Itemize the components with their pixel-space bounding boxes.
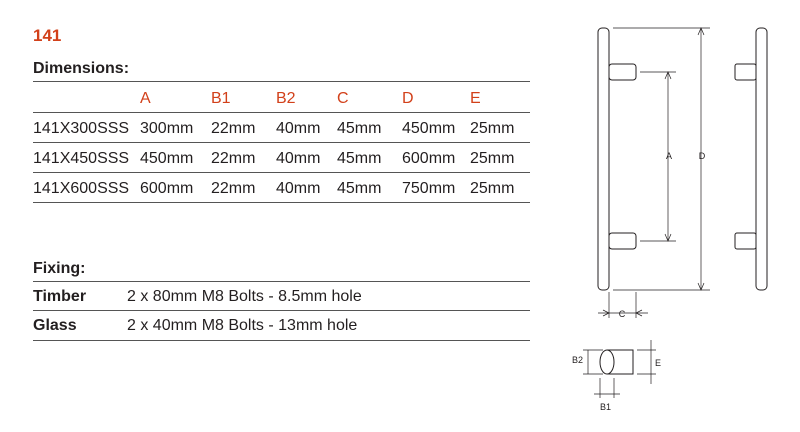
value-cell-b2: 40mm: [276, 120, 321, 137]
value-cell-a: 600mm: [140, 180, 194, 197]
standoff-side-top: [735, 64, 756, 80]
value-cell-d: 450mm: [402, 120, 456, 137]
value-cell-b1: 22mm: [211, 150, 256, 167]
standoff-top: [609, 64, 636, 80]
fixing-heading: Fixing:: [33, 260, 86, 277]
value-cell-c: 45mm: [337, 120, 382, 137]
standoff-bottom: [609, 233, 636, 249]
standoff-detail: [600, 350, 633, 374]
column-header-c: C: [337, 90, 349, 107]
standoff-detail-dimensions: [583, 340, 656, 398]
value-cell-e: 25mm: [470, 180, 515, 197]
value-cell-c: 45mm: [337, 180, 382, 197]
fixing-label-glass: Glass: [33, 317, 77, 334]
fixing-value-timber: 2 x 80mm M8 Bolts - 8.5mm hole: [127, 288, 362, 305]
column-header-b2: B2: [276, 90, 296, 107]
fixing-value-glass: 2 x 40mm M8 Bolts - 13mm hole: [127, 317, 358, 334]
column-header-e: E: [470, 90, 481, 107]
dimension-label-b2: B2: [572, 355, 584, 365]
column-header-b1: B1: [211, 90, 231, 107]
standoff-side-bottom: [735, 233, 756, 249]
dimension-label-e: E: [655, 358, 662, 368]
handle-bar-side: [756, 28, 767, 290]
value-cell-b1: 22mm: [211, 180, 256, 197]
value-cell-e: 25mm: [470, 120, 515, 137]
value-cell-e: 25mm: [470, 150, 515, 167]
value-cell-d: 600mm: [402, 150, 456, 167]
value-cell-c: 45mm: [337, 150, 382, 167]
value-cell-a: 450mm: [140, 150, 194, 167]
dimension-label-d: D: [698, 151, 706, 161]
dimension-label-a: A: [665, 151, 673, 161]
fixing-label-timber: Timber: [33, 288, 87, 305]
dimension-d: [613, 28, 710, 290]
product-code: 141: [33, 26, 62, 45]
dimensions-heading: Dimensions:: [33, 60, 130, 77]
value-cell-a: 300mm: [140, 120, 194, 137]
value-cell-b2: 40mm: [276, 150, 321, 167]
column-header-a: A: [140, 90, 151, 107]
value-cell-b1: 22mm: [211, 120, 256, 137]
product-code-cell: 141X450SSS: [33, 150, 130, 167]
value-cell-d: 750mm: [402, 180, 456, 197]
dimension-label-b1: B1: [600, 402, 612, 412]
product-code-cell: 141X300SSS: [33, 120, 130, 137]
product-code-cell: 141X600SSS: [33, 180, 130, 197]
dimension-label-c: C: [618, 309, 626, 319]
handle-bar-front: [598, 28, 609, 290]
value-cell-b2: 40mm: [276, 180, 321, 197]
column-header-d: D: [402, 90, 414, 107]
